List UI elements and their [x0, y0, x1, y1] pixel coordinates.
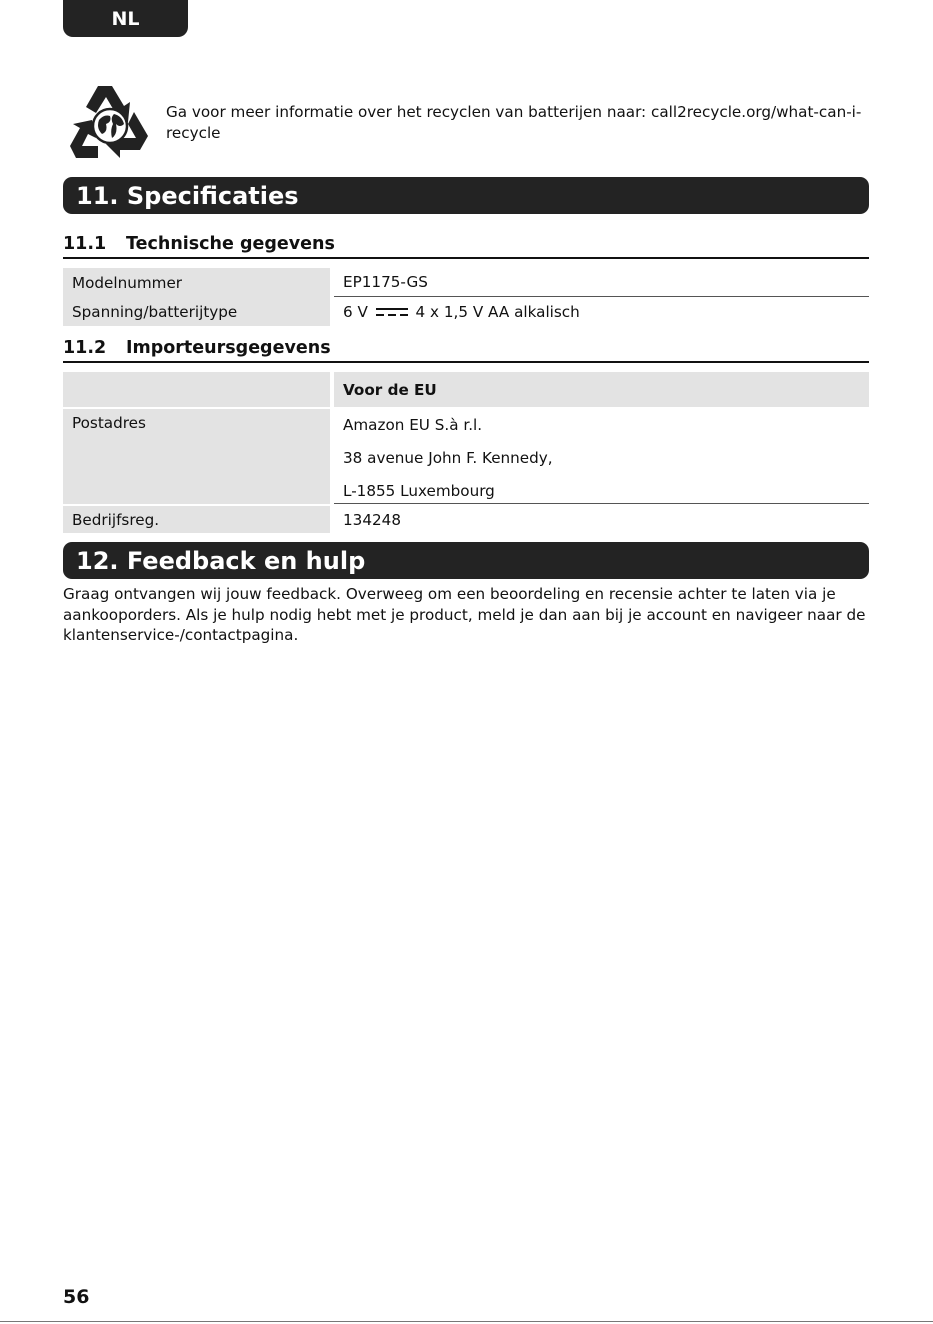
- row-value: EP1175-GS: [334, 268, 869, 297]
- table-row: [63, 506, 869, 533]
- subheading-technical-data: [63, 233, 869, 259]
- row-label: Spanning/batterijtype: [63, 297, 330, 326]
- recycle-info-text: Ga voor meer informatie over het recyclen van batterijen naar: call2recycle.org/what-can-i-recycle: [166, 103, 862, 142]
- subheading-number: 11.2: [63, 338, 107, 358]
- row-label: Bedrijfsreg.: [63, 506, 330, 533]
- table-row: [63, 268, 869, 297]
- language-tab: NL: [63, 0, 188, 37]
- address-line: 38 avenue John F. Kennedy,: [343, 449, 553, 467]
- importer-data-table: [63, 372, 869, 533]
- address-line: L-1855 Luxembourg: [343, 482, 495, 500]
- subheading-number: 11.1: [63, 234, 107, 254]
- voltage-value: 6 V: [343, 302, 368, 321]
- technical-data-table: [63, 268, 869, 326]
- bottom-rule: [0, 1321, 933, 1322]
- row-value: 134248: [343, 510, 401, 529]
- row-value: [334, 297, 869, 326]
- feedback-paragraph: Graag ontvangen wij jouw feedback. Overweeg om een beoordeling en recensie achter te laten via je aankooporders. Als je hulp nodig hebt met je product, meld je dan aan bij je account en navigeer naar de klantenservice-/contactpagina.: [63, 585, 866, 644]
- address-line: Amazon EU S.à r.l.: [343, 416, 483, 434]
- page-number: 56: [63, 1286, 90, 1308]
- table-row: [63, 297, 869, 326]
- row-value: [334, 409, 869, 504]
- battery-type-value: 4 x 1,5 V AA alkalisch: [415, 302, 580, 321]
- row-label: Modelnummer: [63, 268, 330, 297]
- dc-current-icon: [376, 306, 408, 318]
- subheading-title: Importeursgegevens: [126, 338, 331, 358]
- column-header: Voor de EU: [334, 372, 869, 407]
- table-header-row: [63, 372, 869, 407]
- section-title-feedback: 12. Feedback en hulp: [63, 542, 869, 579]
- recycle-globe-icon: [68, 82, 152, 162]
- section-title-specificaties: 11. Specificaties: [63, 177, 869, 214]
- table-row: [63, 409, 869, 504]
- subheading-title: Technische gegevens: [126, 234, 335, 254]
- row-label: Postadres: [63, 409, 330, 504]
- subheading-importer-data: [63, 337, 869, 363]
